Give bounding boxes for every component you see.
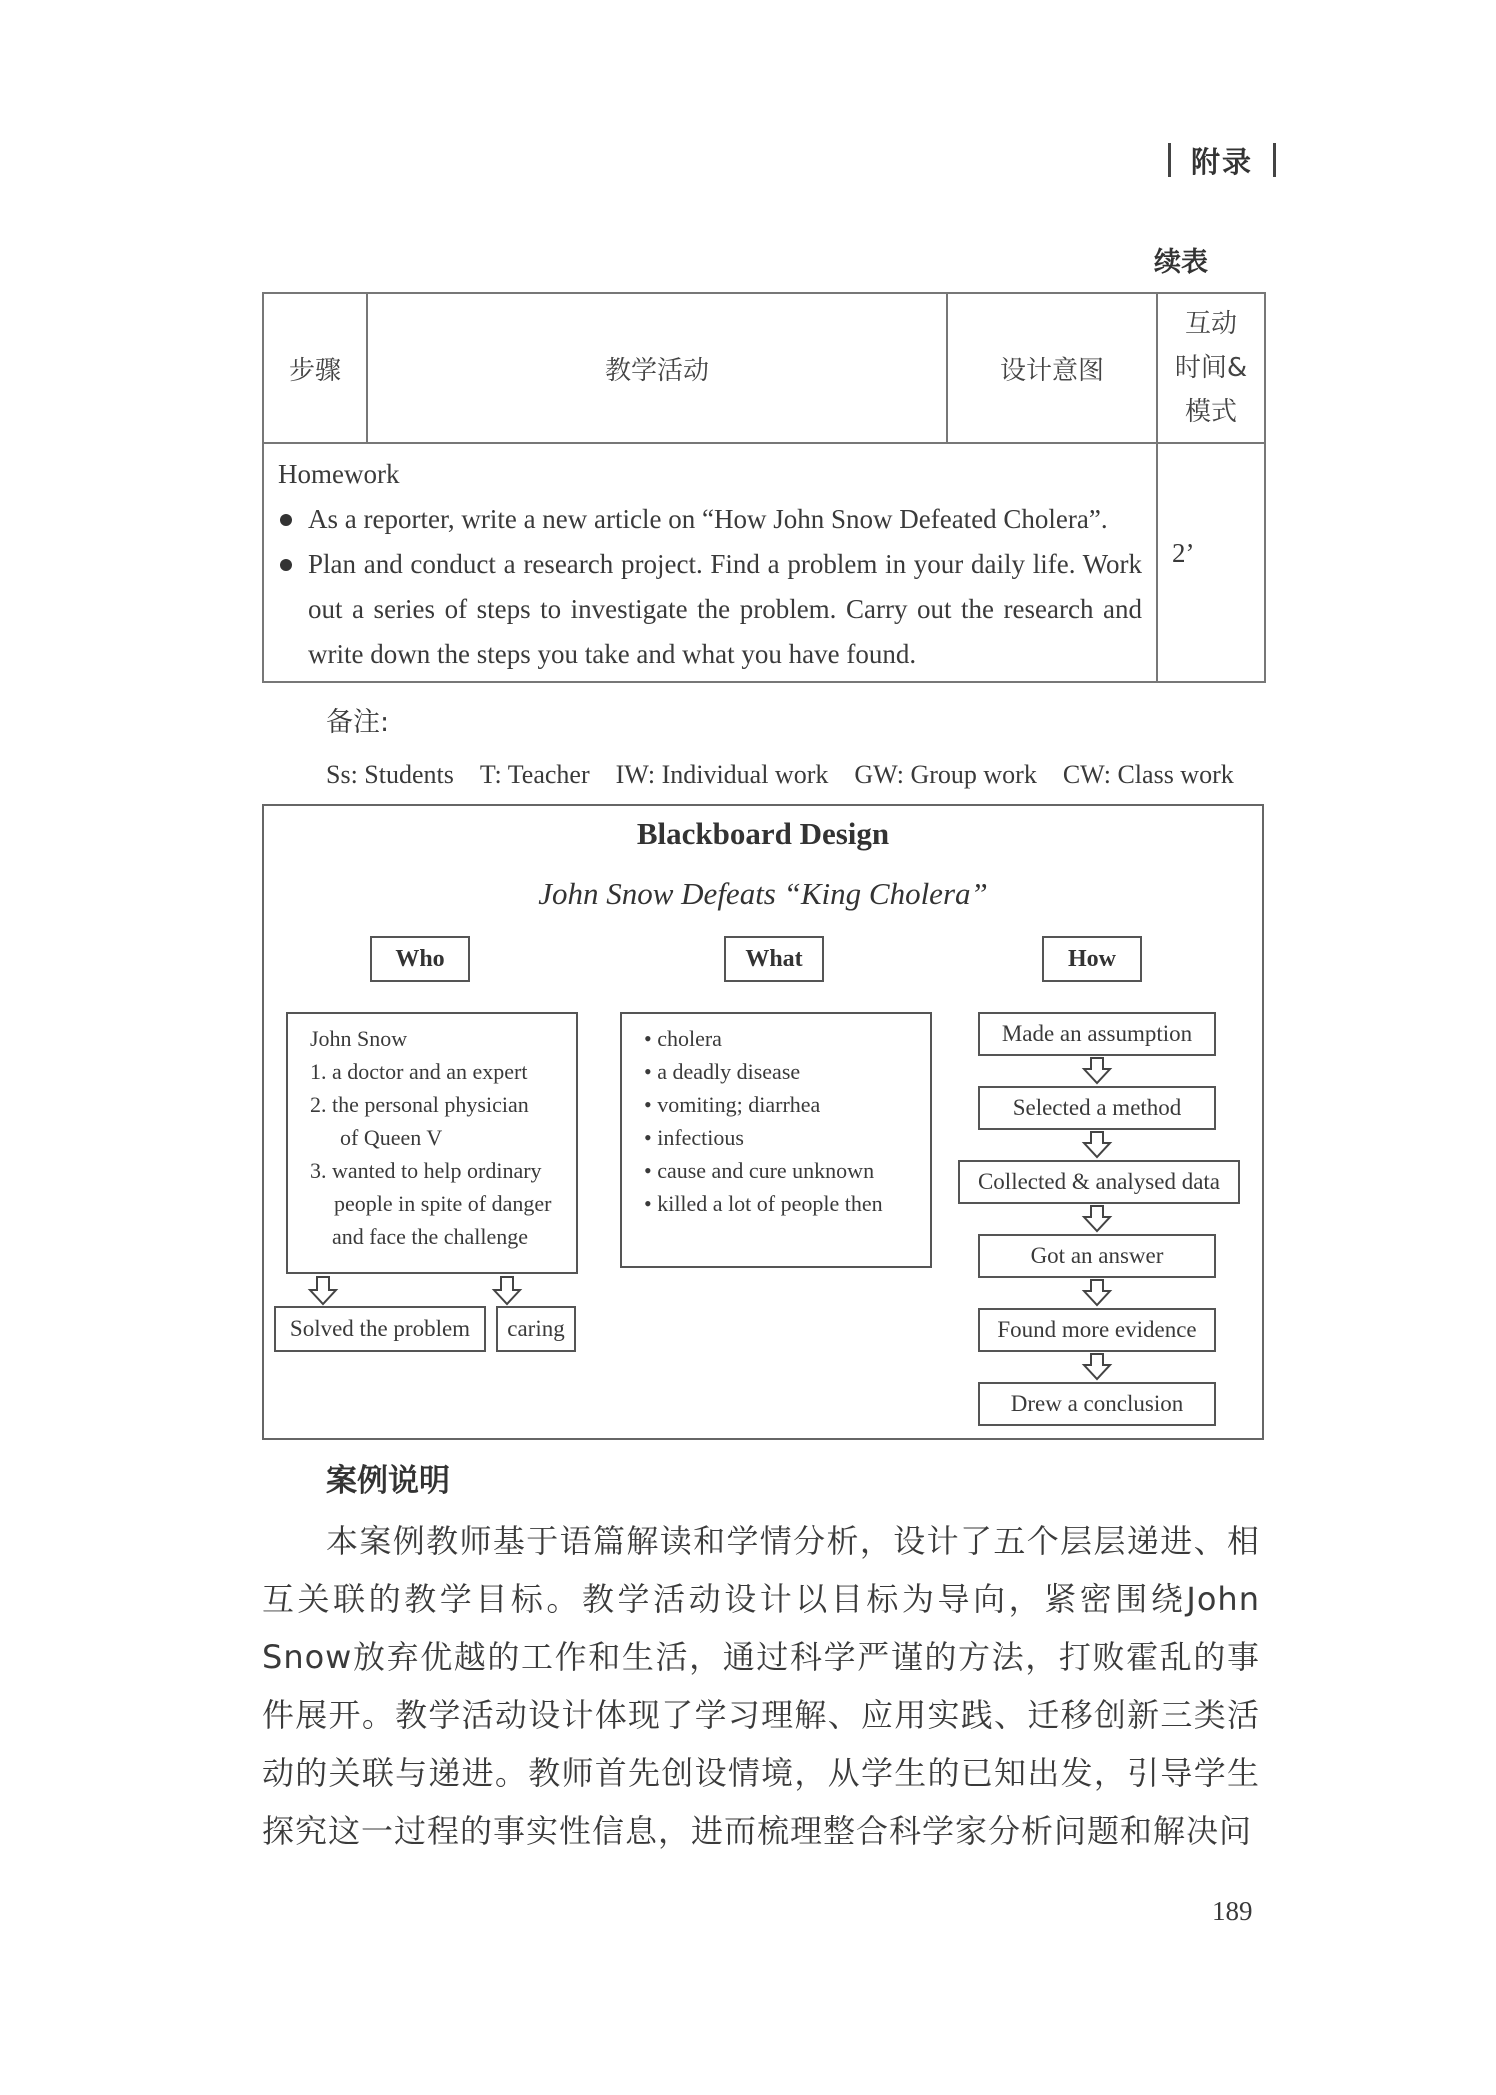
what-panel <box>620 1012 932 1268</box>
who-point: 2. the personal physician <box>310 1092 529 1117</box>
down-arrow-icon <box>1082 1279 1112 1307</box>
who-point: 1. a doctor and an expert <box>310 1059 528 1084</box>
how-step: Found more evidence <box>978 1308 1216 1352</box>
abbreviation-item: T: Teacher <box>479 760 590 789</box>
who-name: John Snow <box>310 1026 408 1051</box>
abbreviation-item: IW: Individual work <box>615 760 829 789</box>
down-arrow-icon <box>1082 1353 1112 1381</box>
header-activity: 教学活动 <box>367 293 947 443</box>
how-header: How <box>1042 936 1142 982</box>
blackboard-title: Blackboard Design <box>636 816 890 851</box>
what-item: • vomiting; diarrhea <box>644 1088 924 1121</box>
down-arrow-icon <box>1082 1205 1112 1233</box>
what-list <box>644 1022 924 1220</box>
case-title: 案例说明 <box>326 1463 450 1499</box>
what-header: What <box>724 936 824 982</box>
what-item: • cause and cure unknown <box>644 1154 924 1187</box>
continued-label: 续表 <box>1154 247 1208 278</box>
who-point: and face the challenge <box>332 1224 529 1249</box>
how-step: Got an answer <box>978 1234 1216 1278</box>
what-item: • infectious <box>644 1121 924 1154</box>
header-time-line: 时间& <box>1174 353 1248 383</box>
divider <box>1168 143 1171 177</box>
running-head <box>1148 138 1296 182</box>
header-time <box>1157 293 1265 443</box>
who-panel <box>286 1012 578 1274</box>
who-header: Who <box>370 936 470 982</box>
who-point: people in spite of danger <box>334 1191 552 1216</box>
blackboard-subtitle: John Snow Defeats “King Cholera” <box>538 876 988 911</box>
header-step: 步骤 <box>263 293 367 443</box>
how-step: Selected a method <box>978 1086 1216 1130</box>
who-point: 3. wanted to help ordinary <box>310 1158 542 1183</box>
header-intent: 设计意图 <box>947 293 1157 443</box>
abbreviation-list <box>326 760 1260 790</box>
header-time-line: 模式 <box>1184 397 1237 427</box>
abbreviation-item: CW: Class work <box>1062 760 1234 789</box>
case-paragraph: 本案例教师基于语篇解读和学情分析，设计了五个层层递进、相互关联的教学目标。教学活动设计以目标为导向，紧密围绕John Snow放弃优越的工作和生活，通过科学严谨的方法，打败霍乱的事件展开。教学活动设计体现了学习理解、应用实践、迁移创新三类活动的关联与递进。教师首先创设情境，从学生的已知出发，引导学生探究这一过程的事实性信息，进而梳理整合科学家分析问题和解决问 <box>262 1522 1260 1850</box>
lesson-table <box>262 292 1266 683</box>
table-row <box>263 443 1265 682</box>
abbreviation-item: Ss: Students <box>326 760 454 789</box>
blackboard-design <box>262 804 1264 1440</box>
what-item: • killed a lot of people then <box>644 1187 924 1220</box>
who-point: of Queen V <box>340 1125 443 1150</box>
note-label: 备注: <box>326 707 390 738</box>
page-number: 189 <box>1212 1896 1253 1926</box>
table-header-row <box>263 293 1265 443</box>
homework-cell <box>263 443 1157 682</box>
section-title: 附录 <box>1191 144 1254 179</box>
who-points <box>310 1055 572 1253</box>
down-arrow-icon <box>308 1276 338 1306</box>
how-step: Drew a conclusion <box>978 1382 1216 1426</box>
homework-item: As a reporter, write a new article on “How John Snow Defeated Cholera”. <box>278 497 1142 542</box>
down-arrow-icon <box>1082 1131 1112 1159</box>
header-time-line: 互动 <box>1184 309 1237 339</box>
homework-list <box>278 497 1142 677</box>
how-step: Made an assumption <box>978 1012 1216 1056</box>
outcome-caring: caring <box>496 1306 576 1352</box>
down-arrow-icon <box>492 1276 522 1306</box>
what-item: • a deadly disease <box>644 1055 924 1088</box>
outcome-solved: Solved the problem <box>274 1306 486 1352</box>
divider <box>1273 143 1276 177</box>
how-step: Collected & analysed data <box>958 1160 1240 1204</box>
homework-title: Homework <box>278 459 400 489</box>
abbreviation-item: GW: Group work <box>854 760 1037 789</box>
down-arrow-icon <box>1082 1057 1112 1085</box>
homework-item: Plan and conduct a research project. Find a problem in your daily life. Work out a series of steps to investigate the problem. Carry out the research and write down the steps you take and what you have found. <box>278 542 1142 677</box>
homework-time: 2’ <box>1157 443 1265 682</box>
what-item: • cholera <box>644 1022 924 1055</box>
